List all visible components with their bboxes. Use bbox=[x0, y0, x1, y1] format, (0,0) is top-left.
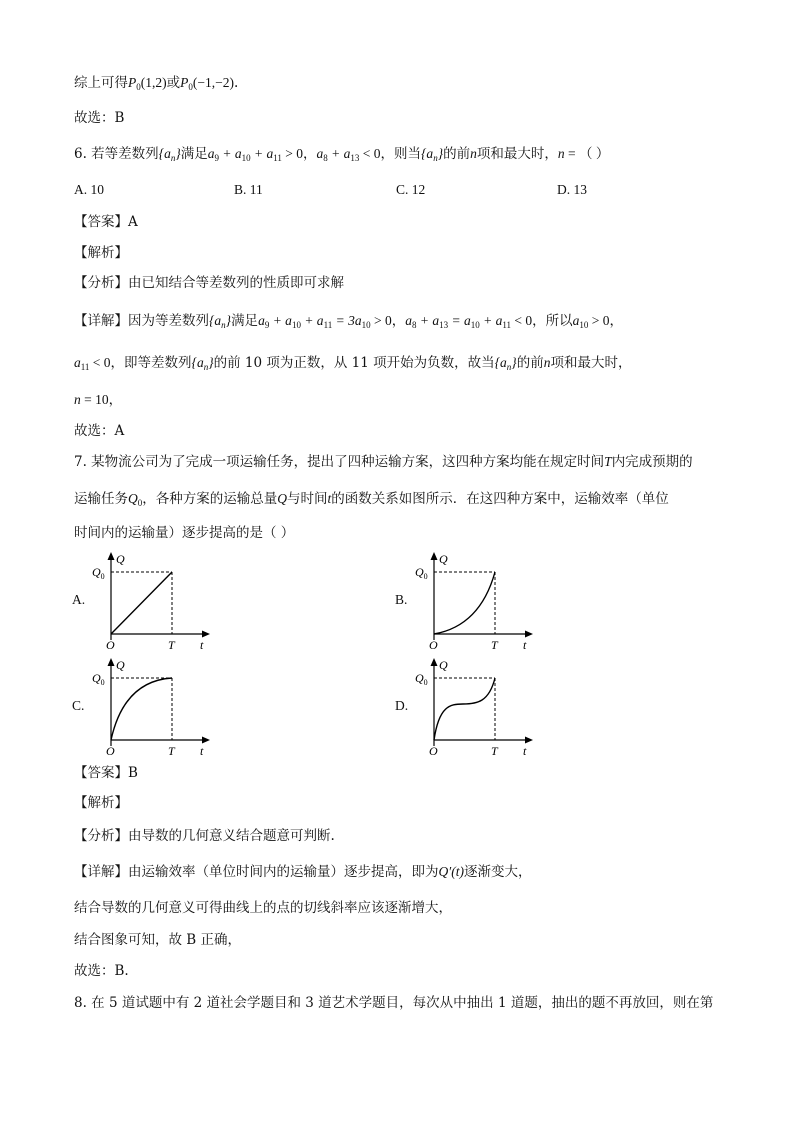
graph-d bbox=[395, 656, 545, 766]
graph-b-plot bbox=[395, 550, 545, 660]
q6-analysis-heading: 【解析】 bbox=[74, 245, 128, 261]
q6-detail-line3: n = 10， bbox=[74, 392, 123, 408]
svg-text:Q0: $Q_0$ bbox=[415, 565, 428, 581]
q6-stem: 6. 若等差数列$\{a_n\}$满足$a_9 + a_{10} + a_{11} > 0$，$a_8 + a_{13} < 0$，则当$\{a_n\}$的前n项和最大时，n = （ ） bbox=[74, 146, 610, 163]
graph-b-curve bbox=[434, 572, 495, 634]
svg-text:t: t bbox=[200, 638, 204, 652]
q7-detail-line3: 结合图象可知，故 B 正确， bbox=[74, 932, 242, 948]
svg-text:O: O bbox=[429, 638, 438, 652]
svg-text:Q: Q bbox=[439, 552, 448, 566]
q6-analysis: 【分析】由已知结合等差数列的性质即可求解 bbox=[74, 275, 344, 291]
q6-option-c: C. 12 bbox=[396, 182, 426, 197]
q6-detail-line1: 【详解】因为等差数列$\{a_n\}$满足$a_9 + a_{10} + a_{11} = 3a_{10} > 0$，$a_8 + a_{13} = a_{10} + a_{11} < 0$，所以$a_{10} > 0$， bbox=[74, 313, 624, 330]
q8-stem: 8. 在 5 道试题中有 2 道社会学题目和 3 道艺术学题目，每次从中抽出 1 道题，抽出的题不再放回，则在第 bbox=[74, 995, 714, 1011]
q7-select: 故选：B. bbox=[74, 963, 129, 979]
graph-b-label: B. bbox=[395, 592, 408, 607]
svg-text:O: O bbox=[429, 744, 438, 758]
q7-detail-line2: 结合导数的几何意义可得曲线上的点的切线斜率应该逐渐增大， bbox=[74, 900, 452, 916]
svg-text:t: t bbox=[523, 744, 527, 758]
graph-c bbox=[72, 656, 222, 766]
graph-c-curve bbox=[111, 678, 172, 740]
graph-a-plot bbox=[72, 550, 222, 660]
q7-stem-line2: 运输任务$Q_0$，各种方案的运输总量Q与时间t的函数关系如图所示．在这四种方案中，运输效率（单位 bbox=[74, 491, 669, 508]
svg-text:Q: Q bbox=[116, 552, 125, 566]
q7-answer: 【答案】B bbox=[74, 765, 138, 781]
graph-a bbox=[72, 550, 222, 660]
svg-text:t: t bbox=[523, 638, 527, 652]
graph-d-label: D. bbox=[395, 698, 409, 713]
graph-b bbox=[395, 550, 545, 660]
q7-stem-line1: 7. 某物流公司为了完成一项运输任务，提出了四种运输方案，这四种方案均能在规定时间T内完成预期的 bbox=[74, 454, 693, 470]
svg-text:t: t bbox=[200, 744, 204, 758]
svg-text:O: O bbox=[106, 638, 115, 652]
svg-text:T: T bbox=[168, 638, 175, 652]
select-b-line: 故选：B bbox=[74, 110, 125, 126]
svg-text:T: T bbox=[491, 744, 498, 758]
svg-text:O: O bbox=[106, 744, 115, 758]
q7-analysis-heading: 【解析】 bbox=[74, 795, 128, 811]
graph-a-label: A. bbox=[72, 592, 86, 607]
graph-d-curve bbox=[434, 678, 495, 740]
graph-d-plot bbox=[395, 656, 545, 766]
graph-c-plot bbox=[72, 656, 222, 766]
q7-analysis: 【分析】由导数的几何意义结合题意可判断. bbox=[74, 828, 335, 844]
svg-text:Q: Q bbox=[116, 658, 125, 672]
q7-detail-line1: 【详解】由运输效率（单位时间内的运输量）逐步提高，即为Q′(t)逐渐变大， bbox=[74, 864, 532, 880]
q6-option-d: D. 13 bbox=[557, 182, 587, 197]
q6-answer: 【答案】A bbox=[74, 214, 138, 230]
q6-select: 故选：A bbox=[74, 423, 125, 439]
q7-stem-line3: 时间内的运输量）逐步提高的是（ ） bbox=[74, 525, 295, 541]
graph-c-label: C. bbox=[72, 698, 85, 713]
conclusion-line: 综上可得$P_0(1,2)$或$P_0(-1,-2)$. bbox=[74, 75, 239, 92]
q6-option-a: A. 10 bbox=[74, 182, 104, 197]
graph-a-curve bbox=[111, 572, 172, 634]
svg-text:T: T bbox=[168, 744, 175, 758]
svg-text:Q0: $Q_0$ bbox=[92, 565, 105, 581]
svg-text:Q: Q bbox=[439, 658, 448, 672]
q6-detail-line2: $a_{11} < 0$，即等差数列$\{a_n\}$的前 10 项为正数，从 11 项开始为负数，故当$\{a_n\}$的前n项和最大时， bbox=[74, 355, 632, 372]
svg-text:Q0: $Q_0$ bbox=[92, 671, 105, 687]
svg-text:T: T bbox=[491, 638, 498, 652]
q6-option-b: B. 11 bbox=[234, 182, 263, 197]
svg-text:Q0: $Q_0$ bbox=[415, 671, 428, 687]
